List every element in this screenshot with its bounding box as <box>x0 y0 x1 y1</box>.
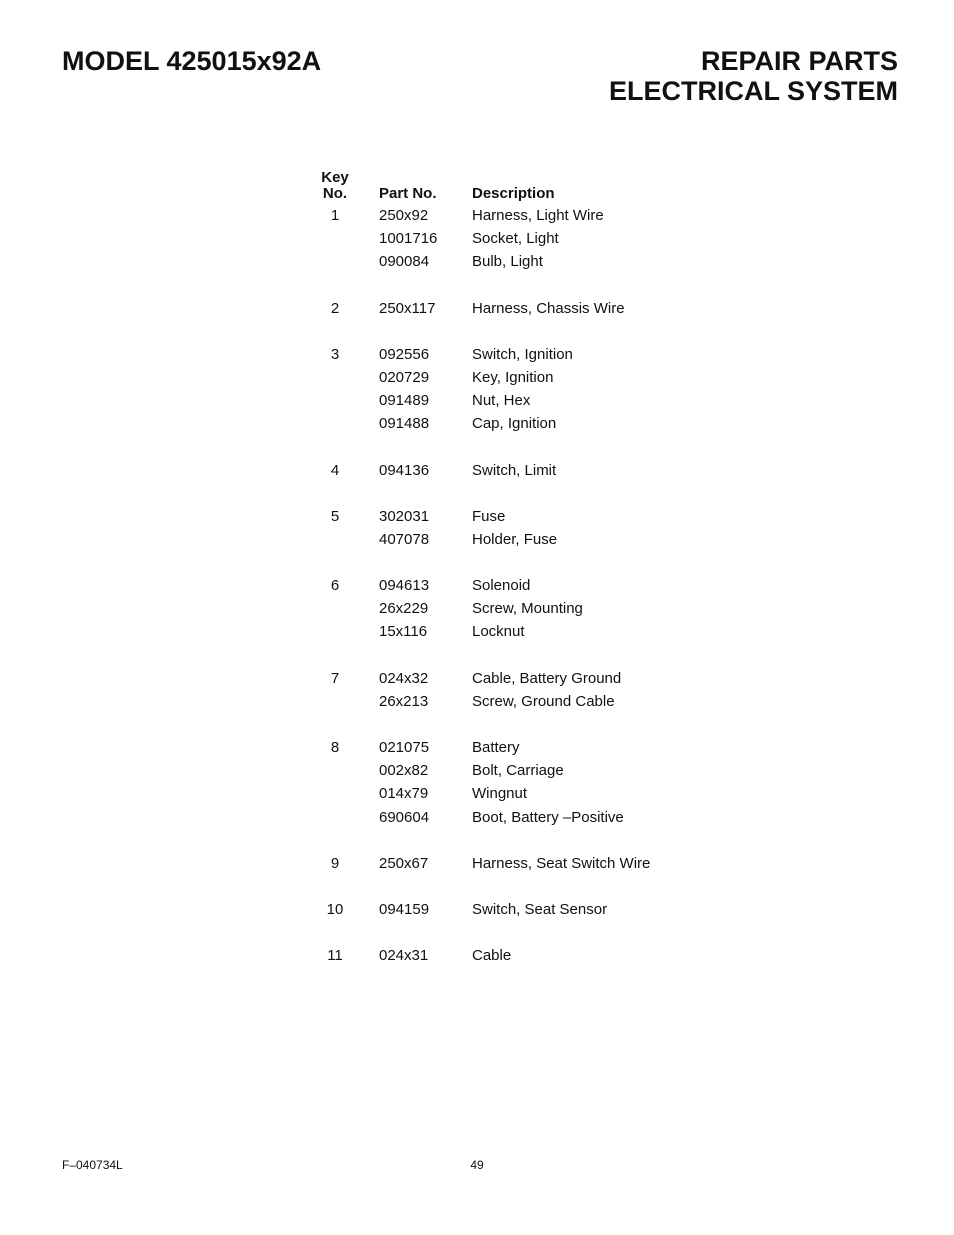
part-number: 407078 <box>379 530 430 548</box>
key-number: 6 <box>330 577 340 595</box>
part-number: 26x229 <box>379 600 429 618</box>
key-number: 8 <box>330 739 340 756</box>
part-description: Switch, Seat Sensor <box>472 900 608 918</box>
table-row <box>300 574 700 597</box>
part-description: Nut, Hex <box>472 392 531 410</box>
part-number: 094136 <box>379 461 430 479</box>
table-row <box>300 736 700 759</box>
part-number: 690604 <box>379 808 430 826</box>
model-title: MODEL 425015x92A <box>62 46 322 76</box>
key-number: 2 <box>330 299 340 317</box>
table-row <box>300 898 700 921</box>
key-number: 9 <box>330 854 340 872</box>
part-description: Switch, Ignition <box>472 345 573 363</box>
footer-code: F–040734L <box>62 1158 123 1172</box>
key-number: 10 <box>326 900 344 918</box>
part-group <box>300 944 700 967</box>
table-row <box>300 412 700 435</box>
part-number: 024x32 <box>379 669 429 687</box>
part-description: Switch, Limit <box>472 461 557 479</box>
part-group <box>300 505 700 551</box>
key-number: 5 <box>330 507 340 525</box>
key-number: 4 <box>330 461 340 479</box>
part-description: Bolt, Carriage <box>472 762 564 780</box>
table-row <box>300 389 700 412</box>
header-key-line1: Key <box>321 169 349 186</box>
part-description: Cable <box>472 947 512 965</box>
part-group <box>300 852 700 875</box>
header-part-no: Part No. <box>379 185 437 202</box>
part-number: 092556 <box>379 345 430 363</box>
key-number: 7 <box>330 669 340 687</box>
part-number: 002x82 <box>379 762 429 780</box>
part-number: 024x31 <box>379 947 429 965</box>
table-row <box>300 227 700 250</box>
table-row <box>300 459 700 482</box>
part-description: Socket, Light <box>472 230 559 248</box>
part-description: Cap, Ignition <box>472 415 557 433</box>
parts-table <box>300 170 700 990</box>
page-number: 49 <box>470 1158 484 1172</box>
header-description: Description <box>472 185 555 202</box>
part-description: Screw, Ground Cable <box>472 692 615 710</box>
part-number: 250x67 <box>379 854 429 872</box>
part-number: 26x213 <box>379 692 429 710</box>
table-row <box>300 597 700 620</box>
part-number: 090084 <box>379 253 430 271</box>
part-number: 091488 <box>379 415 430 433</box>
part-description: Key, Ignition <box>472 368 554 386</box>
part-group <box>300 898 700 921</box>
part-description: Screw, Mounting <box>472 600 583 618</box>
part-description: Harness, Light Wire <box>472 207 604 224</box>
part-group <box>300 667 700 713</box>
header-key-line2: No. <box>322 185 348 202</box>
table-row <box>300 204 700 227</box>
table-row <box>300 250 700 273</box>
part-number: 250x117 <box>379 299 436 317</box>
table-row <box>300 806 700 829</box>
part-number: 250x92 <box>379 207 429 224</box>
table-row <box>300 343 700 366</box>
table-header <box>300 170 700 204</box>
part-number: 020729 <box>379 368 430 386</box>
table-row <box>300 505 700 528</box>
table-row <box>300 852 700 875</box>
part-number: 094159 <box>379 900 430 918</box>
table-row <box>300 620 700 643</box>
part-description: Cable, Battery Ground <box>472 669 622 687</box>
part-description: Bulb, Light <box>472 253 543 271</box>
part-group <box>300 343 700 436</box>
table-body <box>300 204 700 967</box>
part-number: 1001716 <box>379 230 438 248</box>
part-description: Holder, Fuse <box>472 530 558 548</box>
part-number: 15x116 <box>379 623 428 641</box>
table-row <box>300 759 700 782</box>
part-description: Harness, Chassis Wire <box>472 299 625 317</box>
part-description: Wingnut <box>472 785 528 803</box>
table-row <box>300 782 700 805</box>
part-group <box>300 297 700 320</box>
table-row <box>300 667 700 690</box>
table-row <box>300 690 700 713</box>
part-number: 302031 <box>379 507 430 525</box>
section-title-line2: ELECTRICAL SYSTEM <box>608 76 898 106</box>
part-group <box>300 574 700 644</box>
table-row <box>300 366 700 389</box>
part-group <box>300 204 700 274</box>
part-description: Fuse <box>472 507 506 525</box>
part-description: Boot, Battery –Positive <box>472 808 624 826</box>
table-row <box>300 528 700 551</box>
part-description: Harness, Seat Switch Wire <box>472 854 651 872</box>
part-number: 091489 <box>379 392 430 410</box>
key-number: 1 <box>330 207 340 224</box>
part-group <box>300 736 700 829</box>
part-description: Battery <box>472 739 520 756</box>
section-title-line1: REPAIR PARTS <box>700 46 898 76</box>
table-row <box>300 944 700 967</box>
part-number: 014x79 <box>379 785 429 803</box>
part-description: Solenoid <box>472 577 531 595</box>
part-number: 094613 <box>379 577 430 595</box>
part-number: 021075 <box>379 739 430 756</box>
key-number: 3 <box>330 345 340 363</box>
part-description: Locknut <box>472 623 525 641</box>
table-row <box>300 297 700 320</box>
key-number: 11 <box>327 947 343 965</box>
section-title <box>609 46 898 106</box>
part-group <box>300 459 700 482</box>
